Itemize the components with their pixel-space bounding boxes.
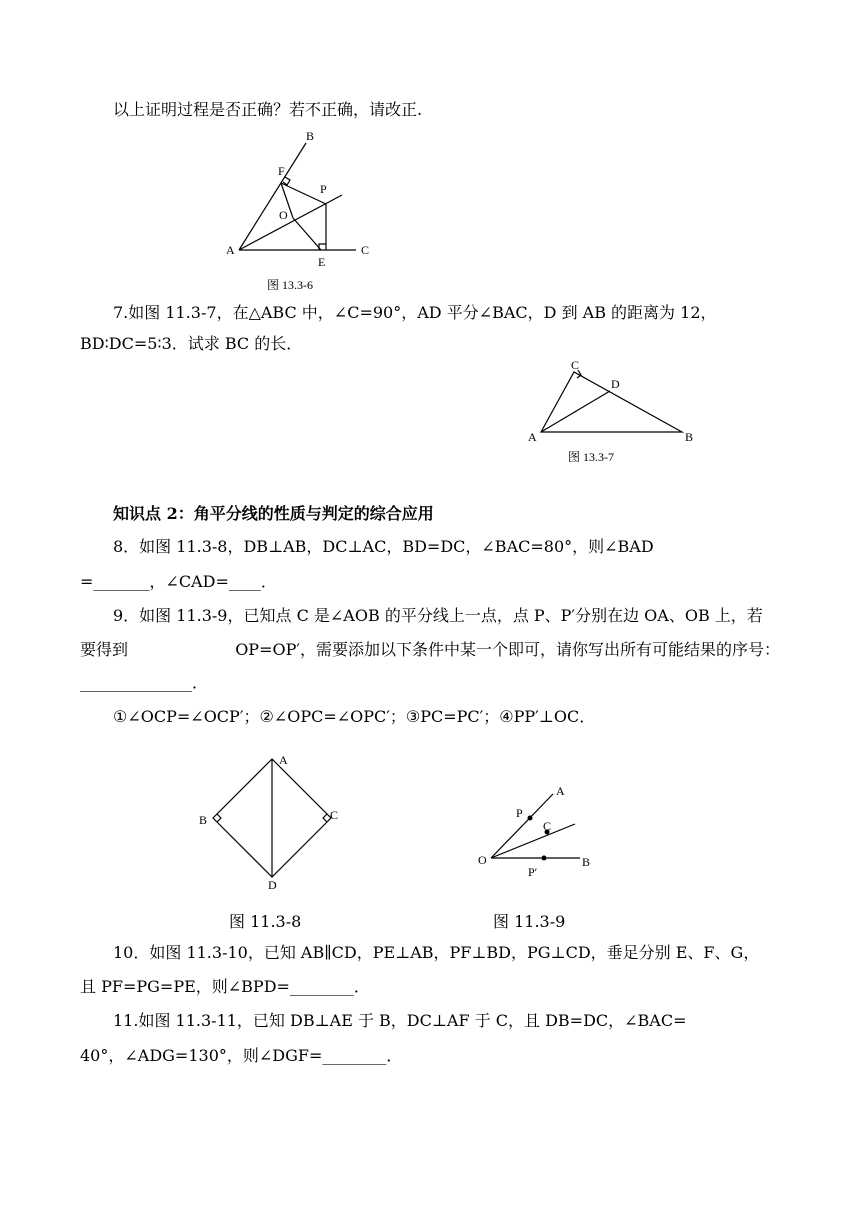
text-q8-line2: =_______，∠CAD=____． — [80, 572, 277, 591]
label-a: A — [226, 243, 235, 257]
label-a: A — [279, 753, 288, 767]
figure-11-3-9 — [470, 778, 600, 883]
label-e: E — [318, 255, 326, 269]
label-b: B — [685, 430, 694, 444]
label-o: O — [279, 208, 288, 222]
caption-figure-13-3-7: 图 13.3-7 — [568, 450, 614, 464]
text-q10-line2: 且 PF=PG=PE，则∠BPD=________． — [80, 977, 370, 996]
text-q8-line1: 8．如图 11.3-8，DB⊥AB，DC⊥AC，BD=DC，∠BAC=80°，则∠BAD — [113, 537, 654, 556]
right-angle-mark-b — [217, 814, 221, 822]
label-c: C — [543, 819, 552, 833]
text-q11-line1: 11.如图 11.3-11，已知 DB⊥AE 于 B，DC⊥AF 于 C，且 DB=DC，∠BAC= — [113, 1011, 687, 1030]
label-p-prime: P′ — [528, 865, 538, 879]
label-f: F — [278, 164, 285, 178]
caption-figure-11-3-9: 图 11.3-9 — [493, 912, 566, 931]
text-q10-line1: 10．如图 11.3-10，已知 AB∥CD，PE⊥AB，PF⊥BD，PG⊥CD，垂足分别 E、F、G， — [113, 943, 760, 962]
text-q7-line1: 7.如图 11.3-7，在△ABC 中，∠C=90°，AD 平分∠BAC，D 到 AB 的距离为 12， — [113, 303, 717, 322]
label-b: B — [199, 813, 208, 827]
text-q9-line3: ______________． — [80, 673, 209, 692]
text-q9-options: ①∠OCP=∠OCP′；②∠OPC=∠OPC′；③PC=PC′；④PP′⊥OC． — [113, 707, 596, 726]
caption-figure-13-3-6: 图 13.3-6 — [267, 278, 313, 292]
text-q9-line2-part2: OP=OP′，需要添加以下条件中某一个即可，请你写出所有可能结果的序号： — [235, 640, 780, 659]
label-d: D — [611, 377, 620, 391]
label-c: C — [571, 358, 580, 372]
text-q9-line2-part1: 要得到 — [80, 640, 129, 659]
label-o: O — [478, 853, 487, 867]
segment-oe — [293, 218, 321, 250]
label-p: P — [516, 806, 523, 820]
label-c: C — [330, 808, 339, 822]
label-a: A — [556, 784, 565, 798]
point-p-prime — [542, 856, 547, 861]
label-a: A — [528, 430, 537, 444]
label-c: C — [361, 243, 370, 257]
point-p — [528, 816, 533, 821]
ray-oc — [491, 824, 575, 858]
text-q9-line2 — [80, 640, 780, 660]
label-p: P — [320, 182, 327, 196]
text-q7-line2: BD∶DC=5∶3．试求 BC 的长． — [80, 334, 303, 353]
text-q11-line2: 40°，∠ADG=130°，则∠DGF=________． — [80, 1046, 403, 1065]
figure-11-3-8 — [190, 745, 350, 895]
caption-figure-11-3-8: 图 11.3-8 — [229, 912, 302, 931]
section-heading: 知识点 2：角平分线的性质与判定的综合应用 — [113, 504, 434, 523]
right-angle-mark-c — [323, 814, 327, 822]
label-b: B — [306, 129, 315, 143]
segment-ad — [541, 391, 610, 432]
label-b: B — [582, 855, 591, 869]
figure-13-3-7 — [520, 355, 700, 450]
text-line-proof-question: 以上证明过程是否正确？若不正确，请改正. — [113, 100, 423, 119]
ray-ab — [239, 143, 306, 250]
figure-13-3-6 — [220, 125, 380, 275]
text-q9-line1: 9．如图 11.3-9，已知点 C 是∠AOB 的平分线上一点，点 P、P′分别在边 OA、OB 上，若 — [113, 606, 763, 625]
label-d: D — [268, 878, 277, 892]
